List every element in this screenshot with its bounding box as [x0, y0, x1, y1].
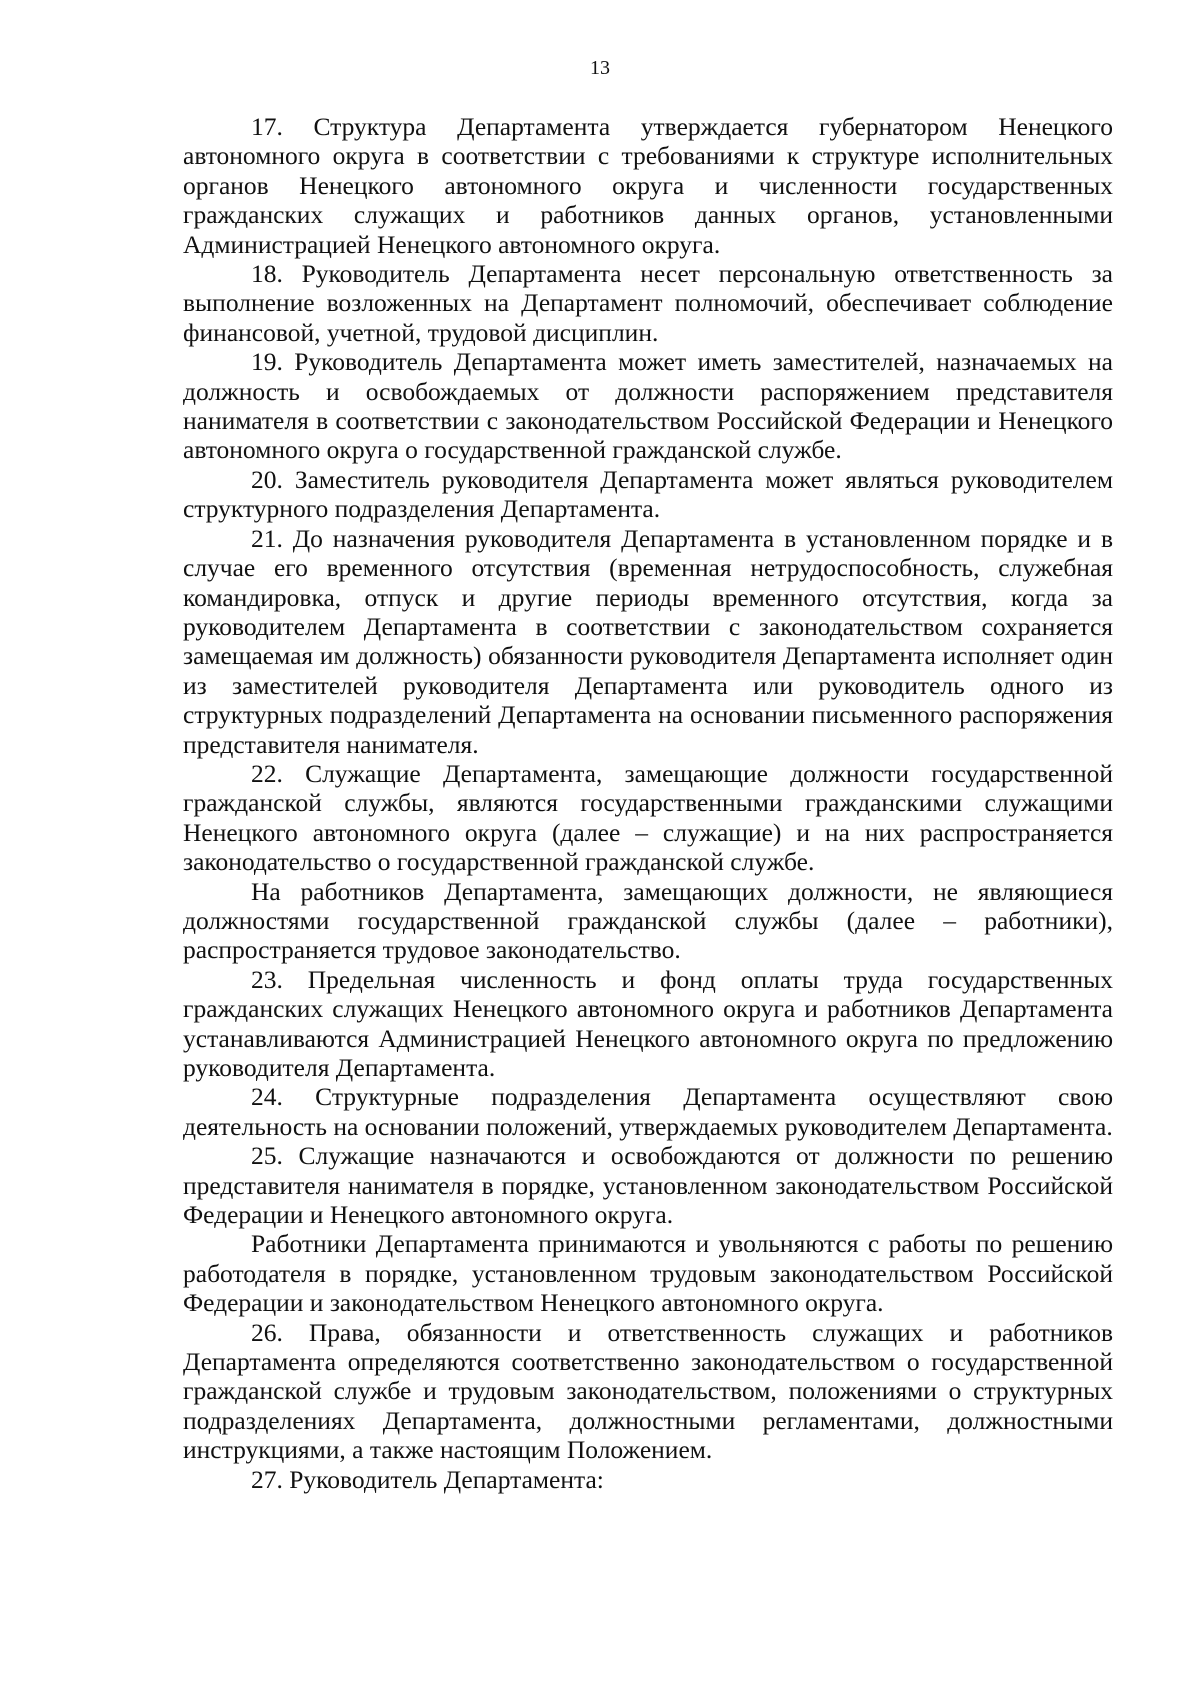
- paragraph-22: 22. Служащие Департамента, замещающие должности государственной гражданской службы, являются государственными гражданскими служащими Ненецкого автономного округа (далее – служащие) и на них распространяется законодательство о государственной гражданской службе.: [183, 758, 1113, 877]
- paragraph-20: 20. Заместитель руководителя Департамента может являться руководителем структурного подразделения Департамента.: [183, 464, 1113, 524]
- paragraph-25: 25. Служащие назначаются и освобождаются от должности по решению представителя нанимателя в порядке, установленном законодательством Российской Федерации и Ненецкого автономного округа.: [183, 1141, 1113, 1230]
- paragraph-26: 26. Права, обязанности и ответственность служащих и работников Департамента определяются соответственно законодательством о государственной гражданской службе и трудовым законодательством, положениями о структурных подразделениях Департамента, должностными регламентами, должностными инструкциями, а также настоящим Положением.: [183, 1317, 1113, 1465]
- paragraph-24: 24. Структурные подразделения Департамента осуществляют свою деятельность на основании положений, утверждаемых руководителем Департамента.: [183, 1082, 1113, 1141]
- paragraph-18: 18. Руководитель Департамента несет персональную ответственность за выполнение возложенных на Департамент полномочий, обеспечивает соблюдение финансовой, учетной, трудовой дисциплин.: [183, 259, 1113, 347]
- paragraph-22-workers: На работников Департамента, замещающих должности, не являющиеся должностями государственной гражданской службы (далее – работники), распространяется трудовое законодательство.: [183, 876, 1113, 965]
- paragraph-21: 21. До назначения руководителя Департамента в установленном порядке и в случае его временного отсутствия (временная нетрудоспособность, служебная командировка, отпуск и другие периоды временного отсутствия, когда за руководителем Департамента в соответствии с законодательством сохраняется замещаемая им должность) обязанности руководителя Департамента исполняет один из заместителей руководителя Департамента или руководитель одного из структурных подразделений Департамента на основании письменного распоряжения представителя нанимателя.: [183, 523, 1113, 759]
- page-number: 13: [590, 57, 610, 79]
- paragraph-17: 17. Структура Департамента утверждается губернатором Ненецкого автономного округа в соответствии с требованиями к структуре исполнительных органов Ненецкого автономного округа и численности государственных гражданских служащих и работников данных органов, установленными Администрацией Ненецкого автономного округа.: [183, 112, 1113, 259]
- paragraph-27: 27. Руководитель Департамента:: [251, 1464, 604, 1494]
- paragraph-19: 19. Руководитель Департамента может иметь заместителей, назначаемых на должность и освобождаемых от должности распоряжением представителя нанимателя в соответствии с законодательством Российской Федерации и Ненецкого автономного округа о государственной гражданской службе.: [183, 347, 1113, 465]
- paragraph-23: 23. Предельная численность и фонд оплаты труда государственных гражданских служащих Ненецкого автономного округа и работников Департамента устанавливаются Администрацией Ненецкого автономного округа по предложению руководителя Департамента.: [183, 964, 1113, 1082]
- paragraph-25-workers: Работники Департамента принимаются и увольняются с работы по решению работодателя в порядке, установленном трудовым законодательством Российской Федерации и законодательством Ненецкого автономного округа.: [183, 1229, 1113, 1318]
- document-body: [183, 112, 1113, 1494]
